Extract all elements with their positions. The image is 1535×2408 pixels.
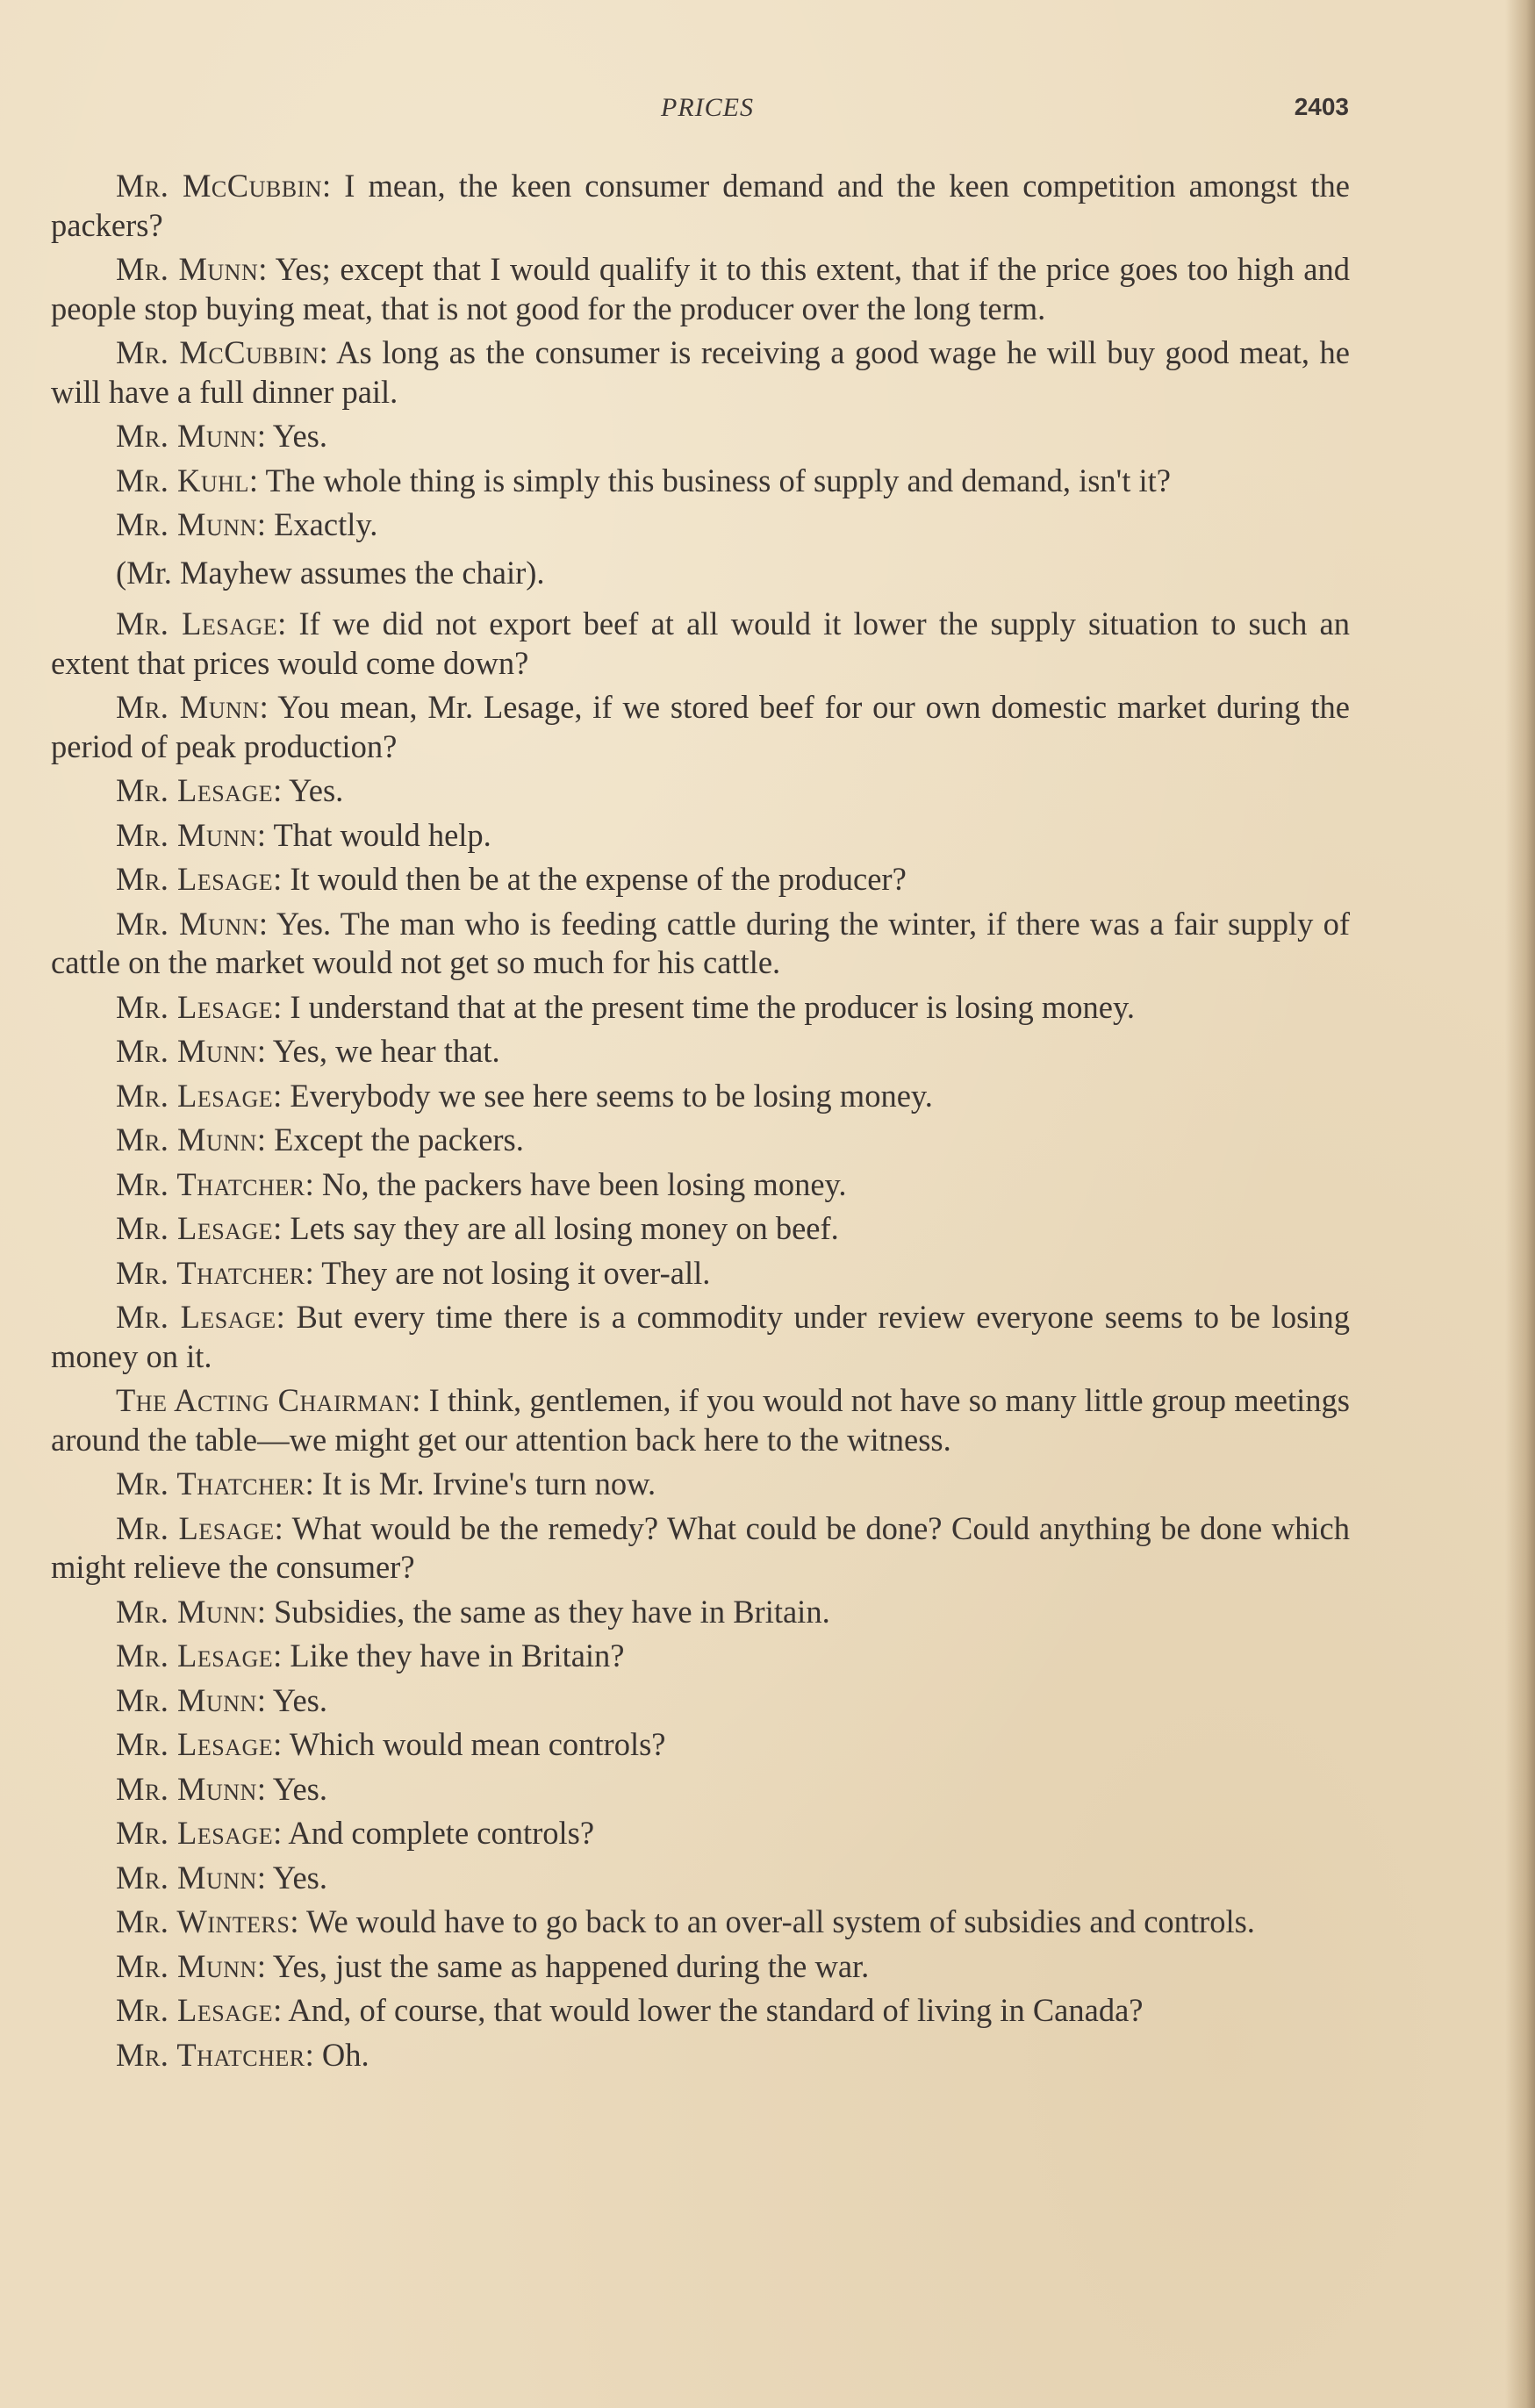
speech-text: Which would mean controls? [289,1726,666,1762]
speech-text: Lets say they are all losing money on beef. [290,1210,839,1246]
speaker-name: Mr. Munn [116,1033,257,1069]
transcript-paragraph: Mr. Lesage: And complete controls? [116,1815,595,1851]
speech-text: But every time there is a commodity under review everyone seems to be losing money on it. [51,1299,1350,1374]
speech-text: They are not losing it over-all. [321,1254,711,1291]
transcript-paragraph: Mr. Munn: Yes. The man who is feeding cattle during the winter, if there was a fair supply of cattle on the market would not get so much for his cattle. [51,905,1350,980]
transcript-paragraph: Mr. McCubbin: I mean, the keen consumer demand and the keen competition amongst the packers? [51,168,1350,243]
speaker-name: Mr. Munn [116,1681,257,1718]
speaker-name: Mr. Munn [116,1122,257,1157]
transcript-paragraph: Mr. Lesage: And, of course, that would lower the standard of living in Canada? [116,1992,1144,2028]
transcript-paragraph: Mr. Winters: We would have to go back to an over-all system of subsidies and controls. [116,1903,1255,1939]
speaker-name: Mr. Munn [116,506,257,542]
transcript-paragraph: Mr. Thatcher: Oh. [116,2036,369,2073]
speech-text: Like they have in Britain? [290,1638,625,1673]
page-edge-shadow [1505,0,1535,2408]
transcript-paragraph: Mr. Munn: Yes. [116,1681,328,1718]
speech-text: As long as the consumer is receiving a good wage he will buy good meat, he will have a full dinner pail. [51,334,1350,410]
page-number: 2403 [1294,93,1349,120]
speaker-name: Mr. Thatcher [116,2036,305,2073]
speech-text: I mean, the keen consumer demand and the keen competition amongst the packers? [51,168,1350,243]
speech-text: Oh. [321,2036,369,2073]
speaker-name: Mr. McCubbin [116,334,319,370]
speaker-name: Mr. Lesage [116,1210,274,1246]
transcript-paragraph: Mr. Lesage: I understand that at the present time the producer is losing money. [116,988,1136,1025]
speaker-name: Mr. Thatcher [116,1466,305,1501]
transcript-paragraph: Mr. Munn: Yes, just the same as happened during the war. [116,1947,870,1984]
speech-text: We would have to go back to an over-all system of subsidies and controls. [305,1903,1255,1939]
speaker-name: Mr. Lesage [116,1299,276,1335]
speech-text: You mean, Mr. Lesage, if we stored beef for our own domestic market during the period of peak production? [51,689,1350,764]
speech-text: It would then be at the expense of the producer? [290,861,907,897]
speaker-name: Mr. Munn [116,689,260,725]
speech-text: Yes. [272,1859,328,1896]
speech-text: Except the packers. [274,1122,524,1157]
speech-text: (Mr. Mayhew assumes the chair). [116,554,545,591]
transcript-paragraph: Mr. Lesage: Everybody we see here seems to be losing money. [116,1077,933,1114]
transcript-paragraph: Mr. Lesage: Like they have in Britain? [116,1638,625,1673]
speech-text: The whole thing is simply this business of supply and demand, isn't it? [265,462,1172,498]
speaker-name: Mr. Lesage [116,1815,274,1851]
speech-text: No, the packers have been losing money. [321,1165,847,1202]
speaker-name: Mr. Munn [116,1947,257,1984]
speech-text: Yes, just the same as happened during the war. [272,1947,870,1984]
speaker-name: Mr. Winters [116,1903,291,1939]
speech-text: What would be the remedy? What could be done? Could anything be done which might relieve the consumer? [51,1509,1351,1585]
transcript-paragraph: Mr. Thatcher: It is Mr. Irvine's turn now. [116,1466,656,1501]
transcript-paragraph: Mr. Munn: Except the packers. [116,1122,524,1157]
speaker-name: Mr. Lesage [116,1077,274,1114]
transcript-paragraph: Mr. Munn: Yes. [116,418,328,454]
transcript-paragraph: Mr. Munn: You mean, Mr. Lesage, if we stored beef for our own domestic market during the period of peak production? [51,689,1350,764]
speech-text: Yes; except that I would qualify it to this extent, that if the price goes too high and people stop buying meat, that is not good for the producer over the long term. [51,251,1350,326]
transcript-paragraph: Mr. Lesage: What would be the remedy? What could be done? Could anything be done which might relieve the consumer? [51,1509,1351,1585]
speaker-name: Mr. Thatcher [116,1254,305,1291]
speaker-name: Mr. Lesage [116,772,274,808]
speech-text: Yes, we hear that. [272,1033,500,1069]
transcript-paragraph: The Acting Chairman: I think, gentlemen, if you would not have so many little group meetings around the table—we might get our attention back here to the witness. [51,1382,1350,1458]
transcript-paragraph: Mr. Kuhl: The whole thing is simply this business of supply and demand, isn't it? [116,462,1172,498]
speaker-name: Mr. Lesage [116,1726,274,1762]
stage-note [51,554,1350,593]
running-title: PRICES [661,93,754,122]
speaker-name: Mr. Lesage [116,861,274,897]
speaker-name: Mr. Kuhl [116,462,249,498]
speech-text: Yes. [289,772,344,808]
transcript-paragraph: Mr. Lesage: If we did not export beef at all would it lower the supply situation to such an extent that prices would come down? [51,606,1350,681]
speaker-name: Mr. Munn [116,905,259,942]
transcript-paragraph: Mr. Munn: That would help. [116,816,491,853]
speaker-name: The Acting Chairman [116,1382,412,1418]
speaker-name: Mr. Lesage [116,1992,274,2028]
speaker-name: Mr. Munn [116,1593,257,1630]
transcript-paragraph: Mr. Thatcher: They are not losing it over-all. [116,1254,711,1291]
speaker-name: Mr. Munn [116,251,259,287]
speech-text: Yes. [272,1681,328,1718]
speaker-name: Mr. Lesage [116,988,274,1025]
speech-text: Everybody we see here seems to be losing money. [290,1077,933,1114]
transcript-paragraph: Mr. Thatcher: No, the packers have been losing money. [116,1165,847,1202]
transcript-paragraph: Mr. Munn: Exactly. [116,506,378,542]
speaker-name: Mr. Munn [116,418,257,454]
transcript-paragraph: Mr. Lesage: Yes. [116,772,344,808]
transcript-paragraph: Mr. Lesage: But every time there is a commodity under review everyone seems to be losing money on it. [51,1299,1350,1374]
speaker-name: Mr. Lesage [116,1638,274,1673]
speech-text: Yes. [272,1770,328,1807]
transcript-paragraph: Mr. Lesage: Lets say they are all losing money on beef. [116,1210,839,1246]
speaker-name: Mr. Lesage [116,606,278,641]
transcript-paragraph: Mr. Munn: Yes; except that I would qualify it to this extent, that if the price goes too high and people stop buying meat, that is not good for the producer over the long term. [51,251,1350,326]
speech-text: Yes. [272,418,328,454]
speech-text: Exactly. [274,506,378,542]
transcript-paragraph: Mr. Lesage: Which would mean controls? [116,1726,666,1762]
transcript-paragraph: Mr. Munn: Yes, we hear that. [116,1033,500,1069]
speaker-name: Mr. Thatcher [116,1165,305,1202]
transcript-paragraph: Mr. Munn: Subsidies, the same as they have in Britain. [116,1593,830,1630]
transcript-body [51,167,1350,2080]
speaker-name: Mr. Munn [116,1859,257,1896]
speech-text: Subsidies, the same as they have in Britain. [274,1593,830,1630]
speaker-name: Mr. Lesage [116,1509,275,1546]
transcript-paragraph: Mr. Munn: Yes. [116,1859,328,1896]
speech-text: It is Mr. Irvine's turn now. [321,1466,656,1501]
speech-text: And complete controls? [288,1815,595,1851]
page-header [0,93,1535,128]
speech-text: Yes. The man who is feeding cattle during the winter, if there was a fair supply of cattle on the market would not get so much for his cattle. [51,905,1350,980]
speech-text: I think, gentlemen, if you would not have so many little group meetings around the table—we might get our attention back here to the witness. [51,1382,1350,1458]
speaker-name: Mr. Munn [116,1770,257,1807]
speech-text: If we did not export beef at all would it lower the supply situation to such an extent that prices would come down? [51,606,1350,681]
speech-text: I understand that at the present time the producer is losing money. [290,988,1136,1025]
speaker-name: Mr. McCubbin [116,168,323,204]
transcript-paragraph: Mr. Lesage: It would then be at the expense of the producer? [116,861,907,897]
speech-text: And, of course, that would lower the standard of living in Canada? [288,1992,1144,2028]
speaker-name: Mr. Munn [116,816,257,853]
speech-text: That would help. [273,816,491,853]
transcript-paragraph: Mr. McCubbin: As long as the consumer is receiving a good wage he will buy good meat, he will have a full dinner pail. [51,334,1350,410]
transcript-paragraph: Mr. Munn: Yes. [116,1770,328,1807]
